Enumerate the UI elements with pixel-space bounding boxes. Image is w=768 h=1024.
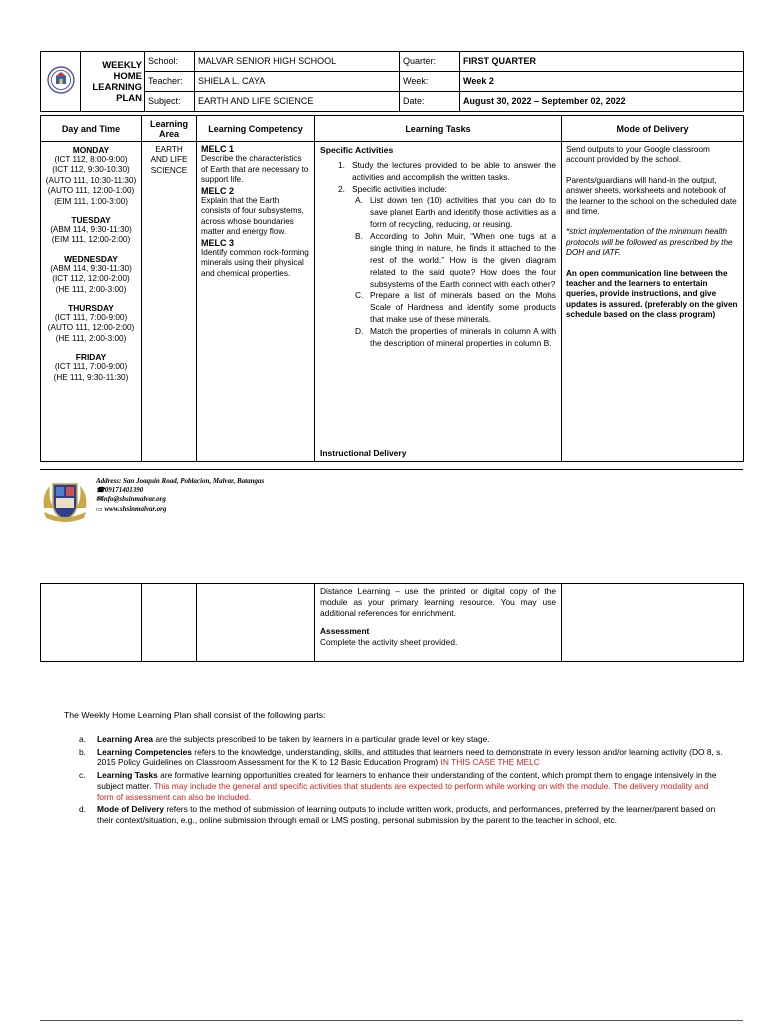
- schedule-slot: (ICT 111, 7:00-9:00): [54, 313, 128, 323]
- note-term: Mode of Delivery: [97, 804, 165, 815]
- empty-cell: [562, 584, 744, 662]
- school-value: MALVAR SENIOR HIGH SCHOOL: [195, 52, 400, 72]
- activity-letter: C.: [355, 290, 364, 301]
- school-email: info@shsinmalvar.org: [101, 495, 166, 504]
- note-text: refers to the method of submission of learning outputs to include written work, products, and performances, preferred by the learner/parent based on their context/situation, e.g., online submission through email or LMS posting, personal submission by the parent to the teacher in school, etc.: [97, 804, 716, 825]
- school-logo-icon: [40, 478, 90, 524]
- note-highlight: This may include the general and specific activities that students are expected to perform while working on with the module. The delivery modality and form of assessment can also be included.: [97, 780, 709, 802]
- health-protocol-note: *strict implementation of the minimum health protocols will be followed as prescribed by the DOH and IATF.: [566, 227, 733, 258]
- teacher-value: SHIELA L. CAYA: [195, 72, 400, 92]
- page-bottom-rule: [40, 1020, 743, 1021]
- teacher-label: Teacher:: [145, 72, 195, 92]
- deped-seal-cell: [41, 52, 81, 112]
- schedule-day: WEDNESDAY: [64, 253, 118, 264]
- website-icon: ▭: [96, 504, 105, 513]
- schedule-slot: (ABM 114, 9:30-11:30): [50, 225, 132, 235]
- plan-main-table: [40, 115, 744, 462]
- activity-item: [352, 231, 556, 291]
- schedule-slot: (AUTO 111, 10:30-11:30): [45, 175, 137, 185]
- task-item: [320, 184, 556, 350]
- schedule-slot: (HE 111, 2:00-3:00): [55, 284, 127, 294]
- activity-item: [352, 195, 556, 231]
- schedule-slot: (ICT 112, 9:30-10:30): [52, 165, 130, 175]
- schedule-day: THURSDAY: [68, 303, 114, 314]
- schedule-slot: (EIM 111, 12:00-2:00): [51, 235, 131, 245]
- note-item: [79, 804, 727, 825]
- delivery-paragraph: Parents/guardians will hand-in the output, answer sheets, worksheets and notebook of the learner to the school on the scheduled date and time.: [566, 175, 737, 217]
- footer-divider: [40, 469, 743, 470]
- note-term: Learning Tasks: [97, 770, 158, 781]
- title-line: HOME: [113, 70, 142, 82]
- week-value: Week 2: [460, 72, 744, 92]
- activity-letter: A.: [355, 195, 363, 206]
- activity-item: [352, 290, 556, 326]
- schedule-day: FRIDAY: [75, 352, 107, 363]
- title-line: PLAN: [116, 92, 142, 104]
- school-phone: 09171401390: [104, 486, 144, 495]
- schedule-slot: (ABM 114, 9:30-11:30): [50, 263, 132, 273]
- schedule-day: TUESDAY: [71, 215, 111, 226]
- school-contact-block: [96, 477, 264, 514]
- schedule-cell: [41, 142, 142, 462]
- col-header-competency: Learning Competency: [197, 116, 315, 142]
- school-label: School:: [145, 52, 195, 72]
- activity-text: List down ten (10) activities that you can do to save planet Earth and identify those activities as a form of recycling, reducing, or reusing.: [370, 195, 556, 229]
- activity-list: [352, 195, 556, 350]
- school-website-row: [96, 505, 264, 514]
- note-highlight: IN THIS CASE THE MELC: [440, 757, 540, 768]
- note-text: are the subjects prescribed to be taken by learners in a particular grade level or key stage.: [153, 734, 490, 744]
- schedule-slot: (ICT 112, 8:00-9:00): [54, 155, 128, 164]
- competency-cell: [197, 142, 315, 462]
- melc-text: Describe the characteristics of Earth that are necessary to support life.: [201, 154, 309, 185]
- instructional-delivery-heading: Instructional Delivery: [320, 447, 407, 458]
- subject-label: Subject:: [145, 92, 195, 112]
- activity-item: [352, 326, 556, 350]
- subject-value: EARTH AND LIFE SCIENCE: [195, 92, 400, 112]
- note-letter: b.: [79, 746, 86, 757]
- delivery-paragraph: Send outputs to your Google classroom account provided by the school.: [566, 145, 710, 165]
- notes-list: [79, 734, 727, 828]
- learning-area-line: AND LIFE: [150, 155, 188, 165]
- week-label: Week:: [400, 72, 460, 92]
- col-header-learning-area: Learning Area: [142, 116, 197, 142]
- activity-text: Prepare a list of minerals based on the Mohs Scale of Hardness and identify some products that make use of these minerals.: [370, 290, 556, 325]
- melc-text: Explain that the Earth consists of four subsystems, across whose boundaries matter and energy flow.: [201, 196, 304, 237]
- note-text: are formative learning opportunities created for learners to enhance their understanding of the content, which prompt them to engage intensively in the subject matter.: [97, 770, 717, 791]
- note-letter: d.: [79, 804, 86, 815]
- note-item: [79, 747, 727, 768]
- schedule-slot: (ICT 112, 12:00-2:00): [52, 274, 130, 284]
- col-header-tasks: Learning Tasks: [315, 116, 562, 142]
- note-item: [79, 770, 727, 802]
- title-line: LEARNING: [92, 81, 142, 93]
- school-address: Address: San Joaquin Road, Poblacion, Malvar, Batangas: [96, 477, 265, 485]
- plan-title: [81, 52, 145, 112]
- learning-area-line: EARTH: [155, 145, 183, 154]
- notes-intro: The Weekly Home Learning Plan shall consist of the following parts:: [64, 710, 326, 720]
- specific-activities-heading: Specific Activities: [320, 145, 394, 155]
- learning-area-line: SCIENCE: [150, 165, 188, 175]
- email-icon: ✉: [96, 495, 102, 504]
- note-item: [79, 734, 727, 745]
- schedule-slot: (AUTO 111, 12:00-1:00): [47, 186, 135, 196]
- schedule-slot: (HE 111, 9:30-11:30): [53, 372, 129, 382]
- col-header-day-time: Day and Time: [41, 116, 142, 142]
- activity-text: According to John Muir, “When one tugs at a single thing in nature, he finds it attached to the rest of the world.” How is the given diagram related to the said quote? How does the four subsystems of the Earth connect with each other?: [370, 230, 556, 289]
- distance-learning-text: Distance Learning – use the printed or digital copy of the module as your primary learning resource. You may use additional references for enrichment.: [320, 586, 556, 618]
- school-website: www.shsinmalvar.org: [104, 504, 167, 513]
- task-list: [320, 160, 556, 350]
- quarter-label: Quarter:: [400, 52, 460, 72]
- school-email-row: [96, 495, 264, 504]
- task-item: [320, 160, 556, 183]
- tasks-cell: [315, 142, 562, 462]
- note-letter: c.: [79, 770, 86, 781]
- empty-cell: [41, 584, 142, 662]
- tasks-continuation-cell: [315, 584, 562, 662]
- title-line: WEEKLY: [102, 59, 142, 71]
- learning-area-cell: [142, 142, 197, 462]
- assessment-text: Complete the activity sheet provided.: [320, 637, 458, 647]
- task-number: 2.: [338, 183, 345, 194]
- empty-cell: [197, 584, 315, 662]
- activity-letter: D.: [355, 326, 364, 337]
- date-value: August 30, 2022 – September 02, 2022: [460, 92, 744, 112]
- note-text: refers to the knowledge, understanding, skills, and attitudes that learners need to demonstrate in every lesson and/or learning activity (DO 8, s. 2015 Policy Guidelines on Classroom Assessment for the K to 12 Basic Education Program): [97, 746, 723, 768]
- phone-icon: ☎: [96, 486, 105, 495]
- plan-continuation-table: [40, 583, 744, 662]
- activity-letter: B.: [355, 230, 363, 241]
- activity-text: Match the properties of minerals in column A with the description of mineral properties in column B.: [370, 326, 556, 349]
- schedule-slot: (HE 111, 2:00-3:00): [55, 333, 127, 343]
- task-text: Study the lectures provided to be able to answer the activities and accomplish the written tasks.: [352, 160, 556, 182]
- quarter-value: FIRST QUARTER: [460, 52, 744, 72]
- schedule-slot: (ICT 111, 7:00-9:00): [54, 362, 128, 372]
- date-label: Date:: [400, 92, 460, 112]
- melc-text: Identify common rock-forming minerals using their physical and chemical properties.: [201, 248, 309, 278]
- communication-note: An open communication line between the teacher and the learners to entertain queries, provide instructions, and give updates is assured. (preferably on the given schedule based on the class program): [566, 268, 738, 320]
- delivery-cell: [562, 142, 744, 462]
- school-phone-row: [96, 486, 264, 495]
- melc-label: MELC 1: [201, 144, 235, 154]
- plan-header-table: [40, 51, 744, 112]
- task-number: 1.: [338, 160, 345, 171]
- melc-label: MELC 3: [201, 237, 235, 248]
- deped-seal-icon: [47, 66, 75, 94]
- note-term: Learning Area: [97, 734, 154, 744]
- note-term: Learning Competencies: [97, 746, 192, 757]
- empty-cell: [142, 584, 197, 662]
- melc-label: MELC 2: [201, 185, 235, 196]
- schedule-slot: (AUTO 111, 12:00-2:00): [47, 323, 135, 333]
- note-letter: a.: [79, 734, 86, 744]
- col-header-delivery: Mode of Delivery: [562, 116, 744, 142]
- task-text: Specific activities include:: [352, 183, 447, 194]
- assessment-heading: Assessment: [320, 626, 370, 636]
- schedule-slot: (EIM 111, 1:00-3:00): [54, 196, 128, 206]
- schedule-day: MONDAY: [72, 145, 110, 155]
